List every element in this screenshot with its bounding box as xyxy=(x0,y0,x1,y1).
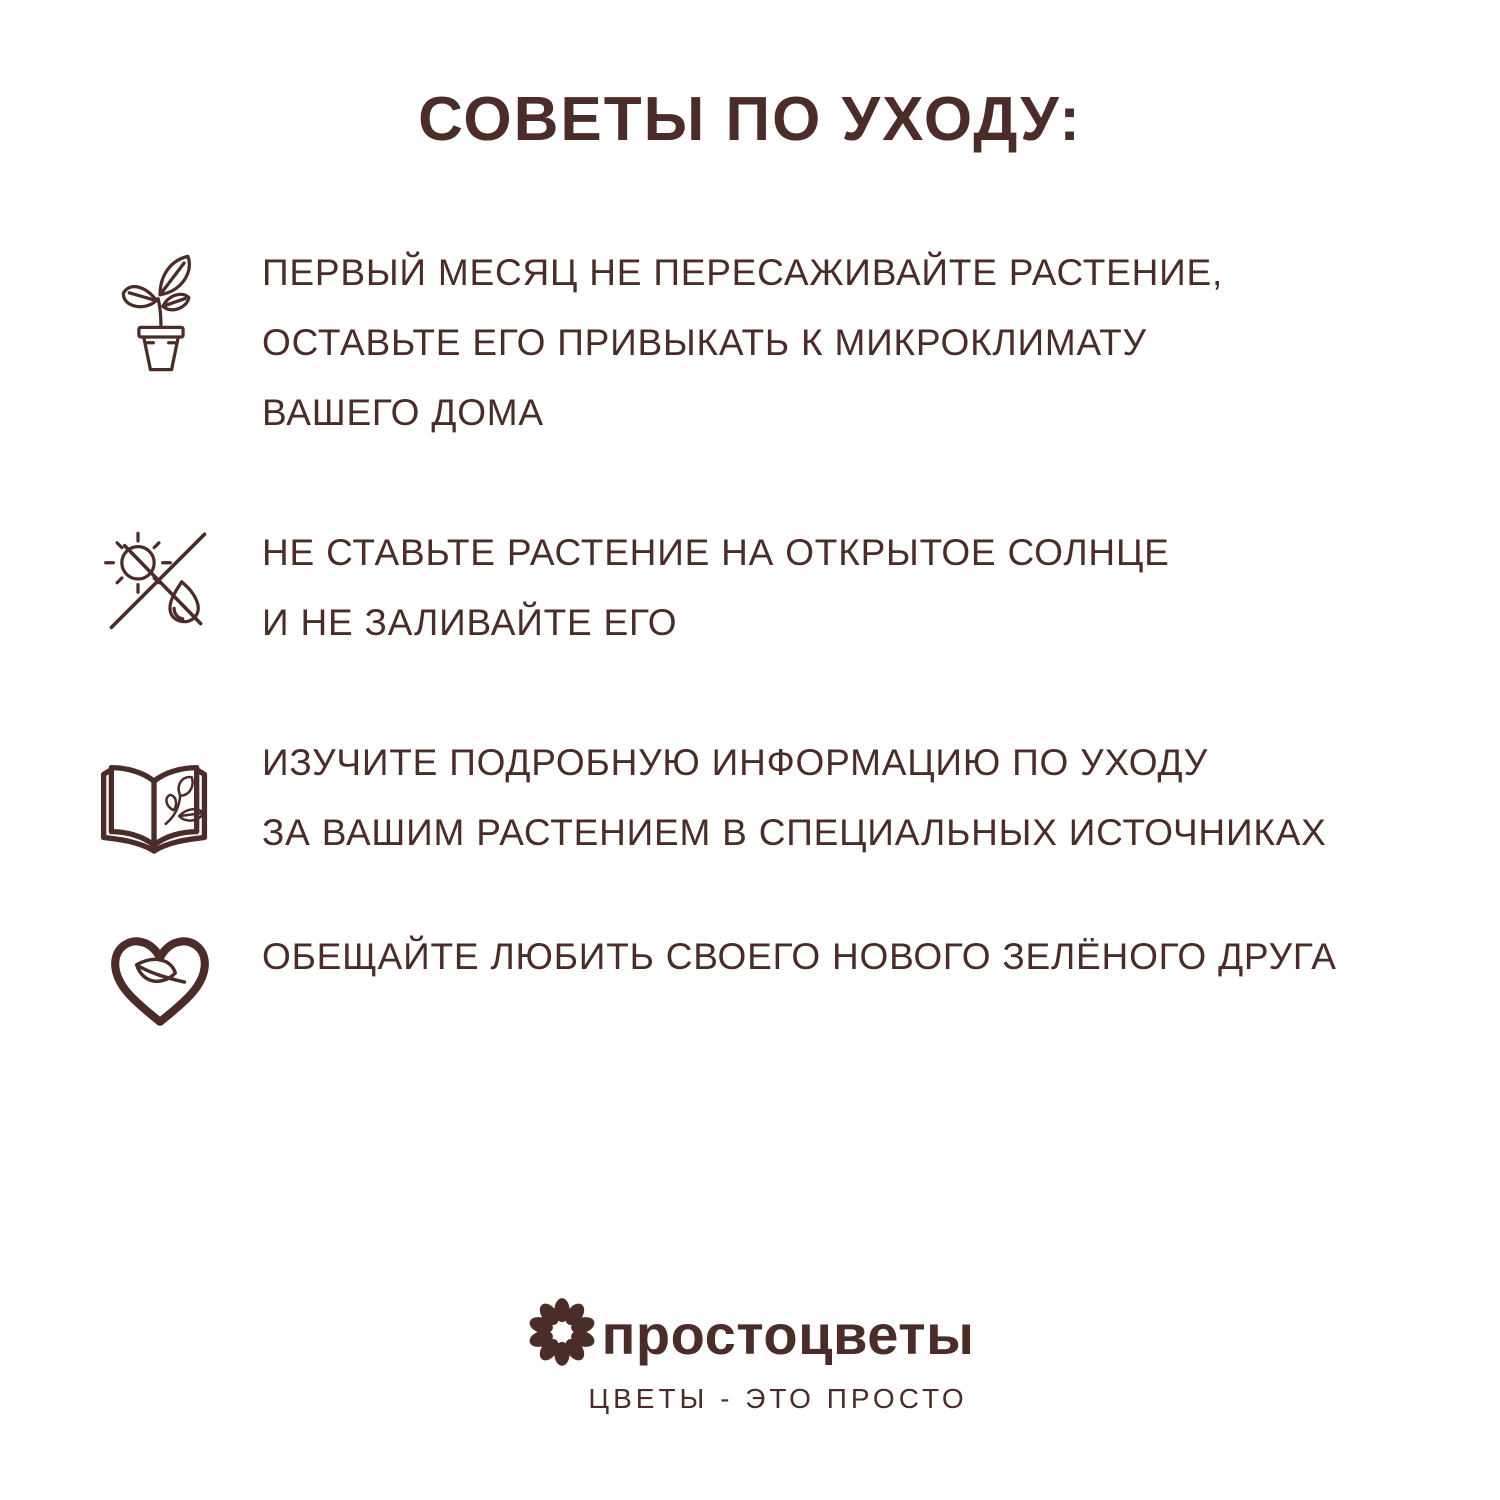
no-direct-sun-no-overwatering-icon xyxy=(100,521,214,635)
logo-row xyxy=(526,1296,975,1373)
brand-tagline: ЦВЕТЫ - ЭТО ПРОСТО xyxy=(588,1383,968,1414)
flower-logo-icon xyxy=(526,1296,598,1373)
tip-text-2 xyxy=(262,518,1170,658)
heart-with-leaf-icon xyxy=(104,928,216,1030)
tip-line: ВАШЕГО ДОМА xyxy=(262,392,544,433)
open-book-with-sprig-icon xyxy=(92,750,218,857)
potted-plant-icon xyxy=(113,250,209,376)
tip-text-4 xyxy=(262,922,1337,992)
brand-name: простоцветы xyxy=(601,1303,975,1366)
tip-line: И НЕ ЗАЛИВАЙТЕ ЕГО xyxy=(262,602,678,643)
tip-line: ОСТАВЬТЕ ЕГО ПРИВЫКАТЬ К МИКРОКЛИМАТУ xyxy=(262,322,1147,363)
tip-text-1 xyxy=(262,238,1223,448)
page-title: СОВЕТЫ ПО УХОДУ: xyxy=(418,85,1082,154)
tip-line: ПЕРВЫЙ МЕСЯЦ НЕ ПЕРЕСАЖИВАЙТЕ РАСТЕНИЕ, xyxy=(262,252,1224,293)
brand-logo xyxy=(0,1296,1500,1415)
tip-line: ЗА ВАШИМ РАСТЕНИЕМ В СПЕЦИАЛЬНЫХ ИСТОЧНИКАХ xyxy=(262,812,1327,853)
tip-text-3 xyxy=(262,728,1327,868)
tip-line: ИЗУЧИТЕ ПОДРОБНУЮ ИНФОРМАЦИЮ ПО УХОДУ xyxy=(262,742,1209,783)
tip-line: ОБЕЩАЙТЕ ЛЮБИТЬ СВОЕГО НОВОГО ЗЕЛЁНОГО ДРУГА xyxy=(262,936,1337,977)
tip-line: НЕ СТАВЬТЕ РАСТЕНИЕ НА ОТКРЫТОЕ СОЛНЦЕ xyxy=(262,532,1170,573)
